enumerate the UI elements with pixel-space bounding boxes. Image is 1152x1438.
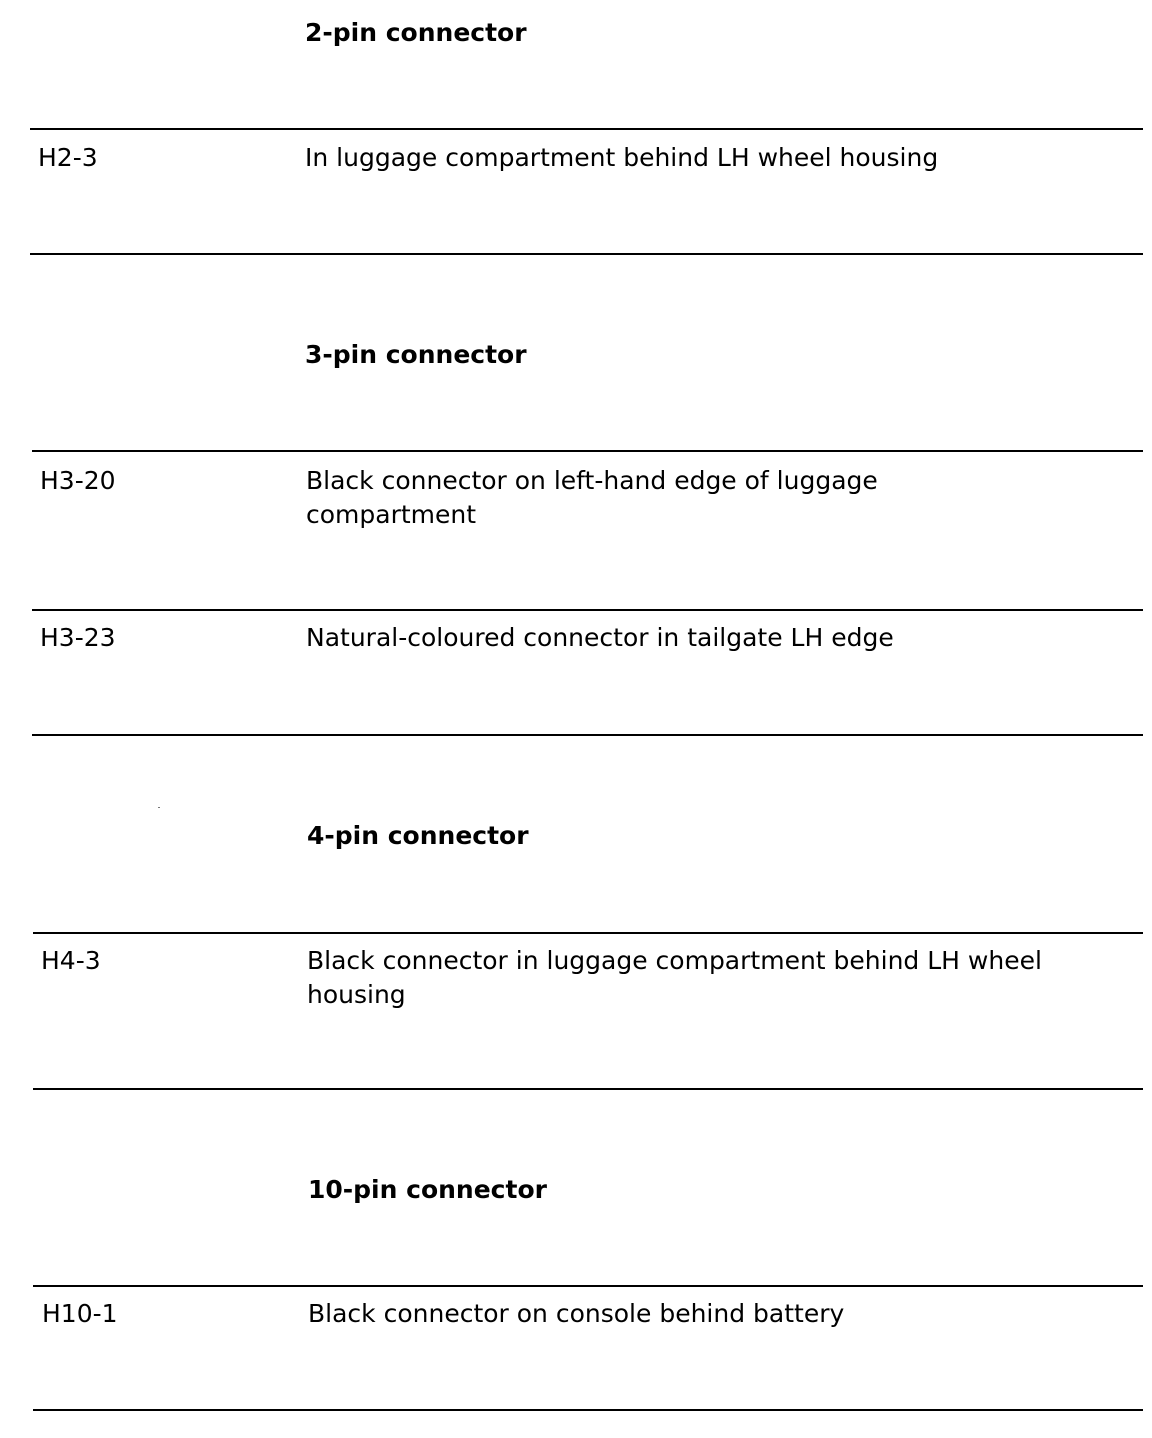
table-rule xyxy=(32,450,1143,452)
connector-code: H10-1 xyxy=(42,1299,118,1328)
table-rule xyxy=(32,609,1143,611)
table-rule xyxy=(33,932,1143,934)
connector-code: H2-3 xyxy=(38,143,98,172)
connector-description: Black connector in luggage compartment behind LH wheel housing xyxy=(307,946,1042,1009)
table-rule xyxy=(33,1088,1143,1090)
table-rule xyxy=(33,1285,1143,1287)
connector-description: Natural-coloured connector in tailgate LH edge xyxy=(306,623,894,652)
section-heading-4-pin: 4-pin connector xyxy=(307,821,529,850)
scan-speck xyxy=(158,807,160,808)
connector-code: H3-20 xyxy=(40,466,116,495)
connector-description: In luggage compartment behind LH wheel housing xyxy=(305,143,939,172)
table-rule xyxy=(30,128,1143,130)
connector-description: Black connector on console behind battery xyxy=(308,1299,845,1328)
connector-code: H4-3 xyxy=(41,946,101,975)
section-heading-10-pin: 10-pin connector xyxy=(308,1175,547,1204)
section-heading-2-pin: 2-pin connector xyxy=(305,18,527,47)
section-heading-3-pin: 3-pin connector xyxy=(305,340,527,369)
connector-description: Black connector on left-hand edge of luggage compartment xyxy=(306,466,878,529)
table-rule xyxy=(33,1409,1143,1411)
table-rule xyxy=(30,253,1143,255)
table-rule xyxy=(32,734,1143,736)
connector-code: H3-23 xyxy=(40,623,116,652)
